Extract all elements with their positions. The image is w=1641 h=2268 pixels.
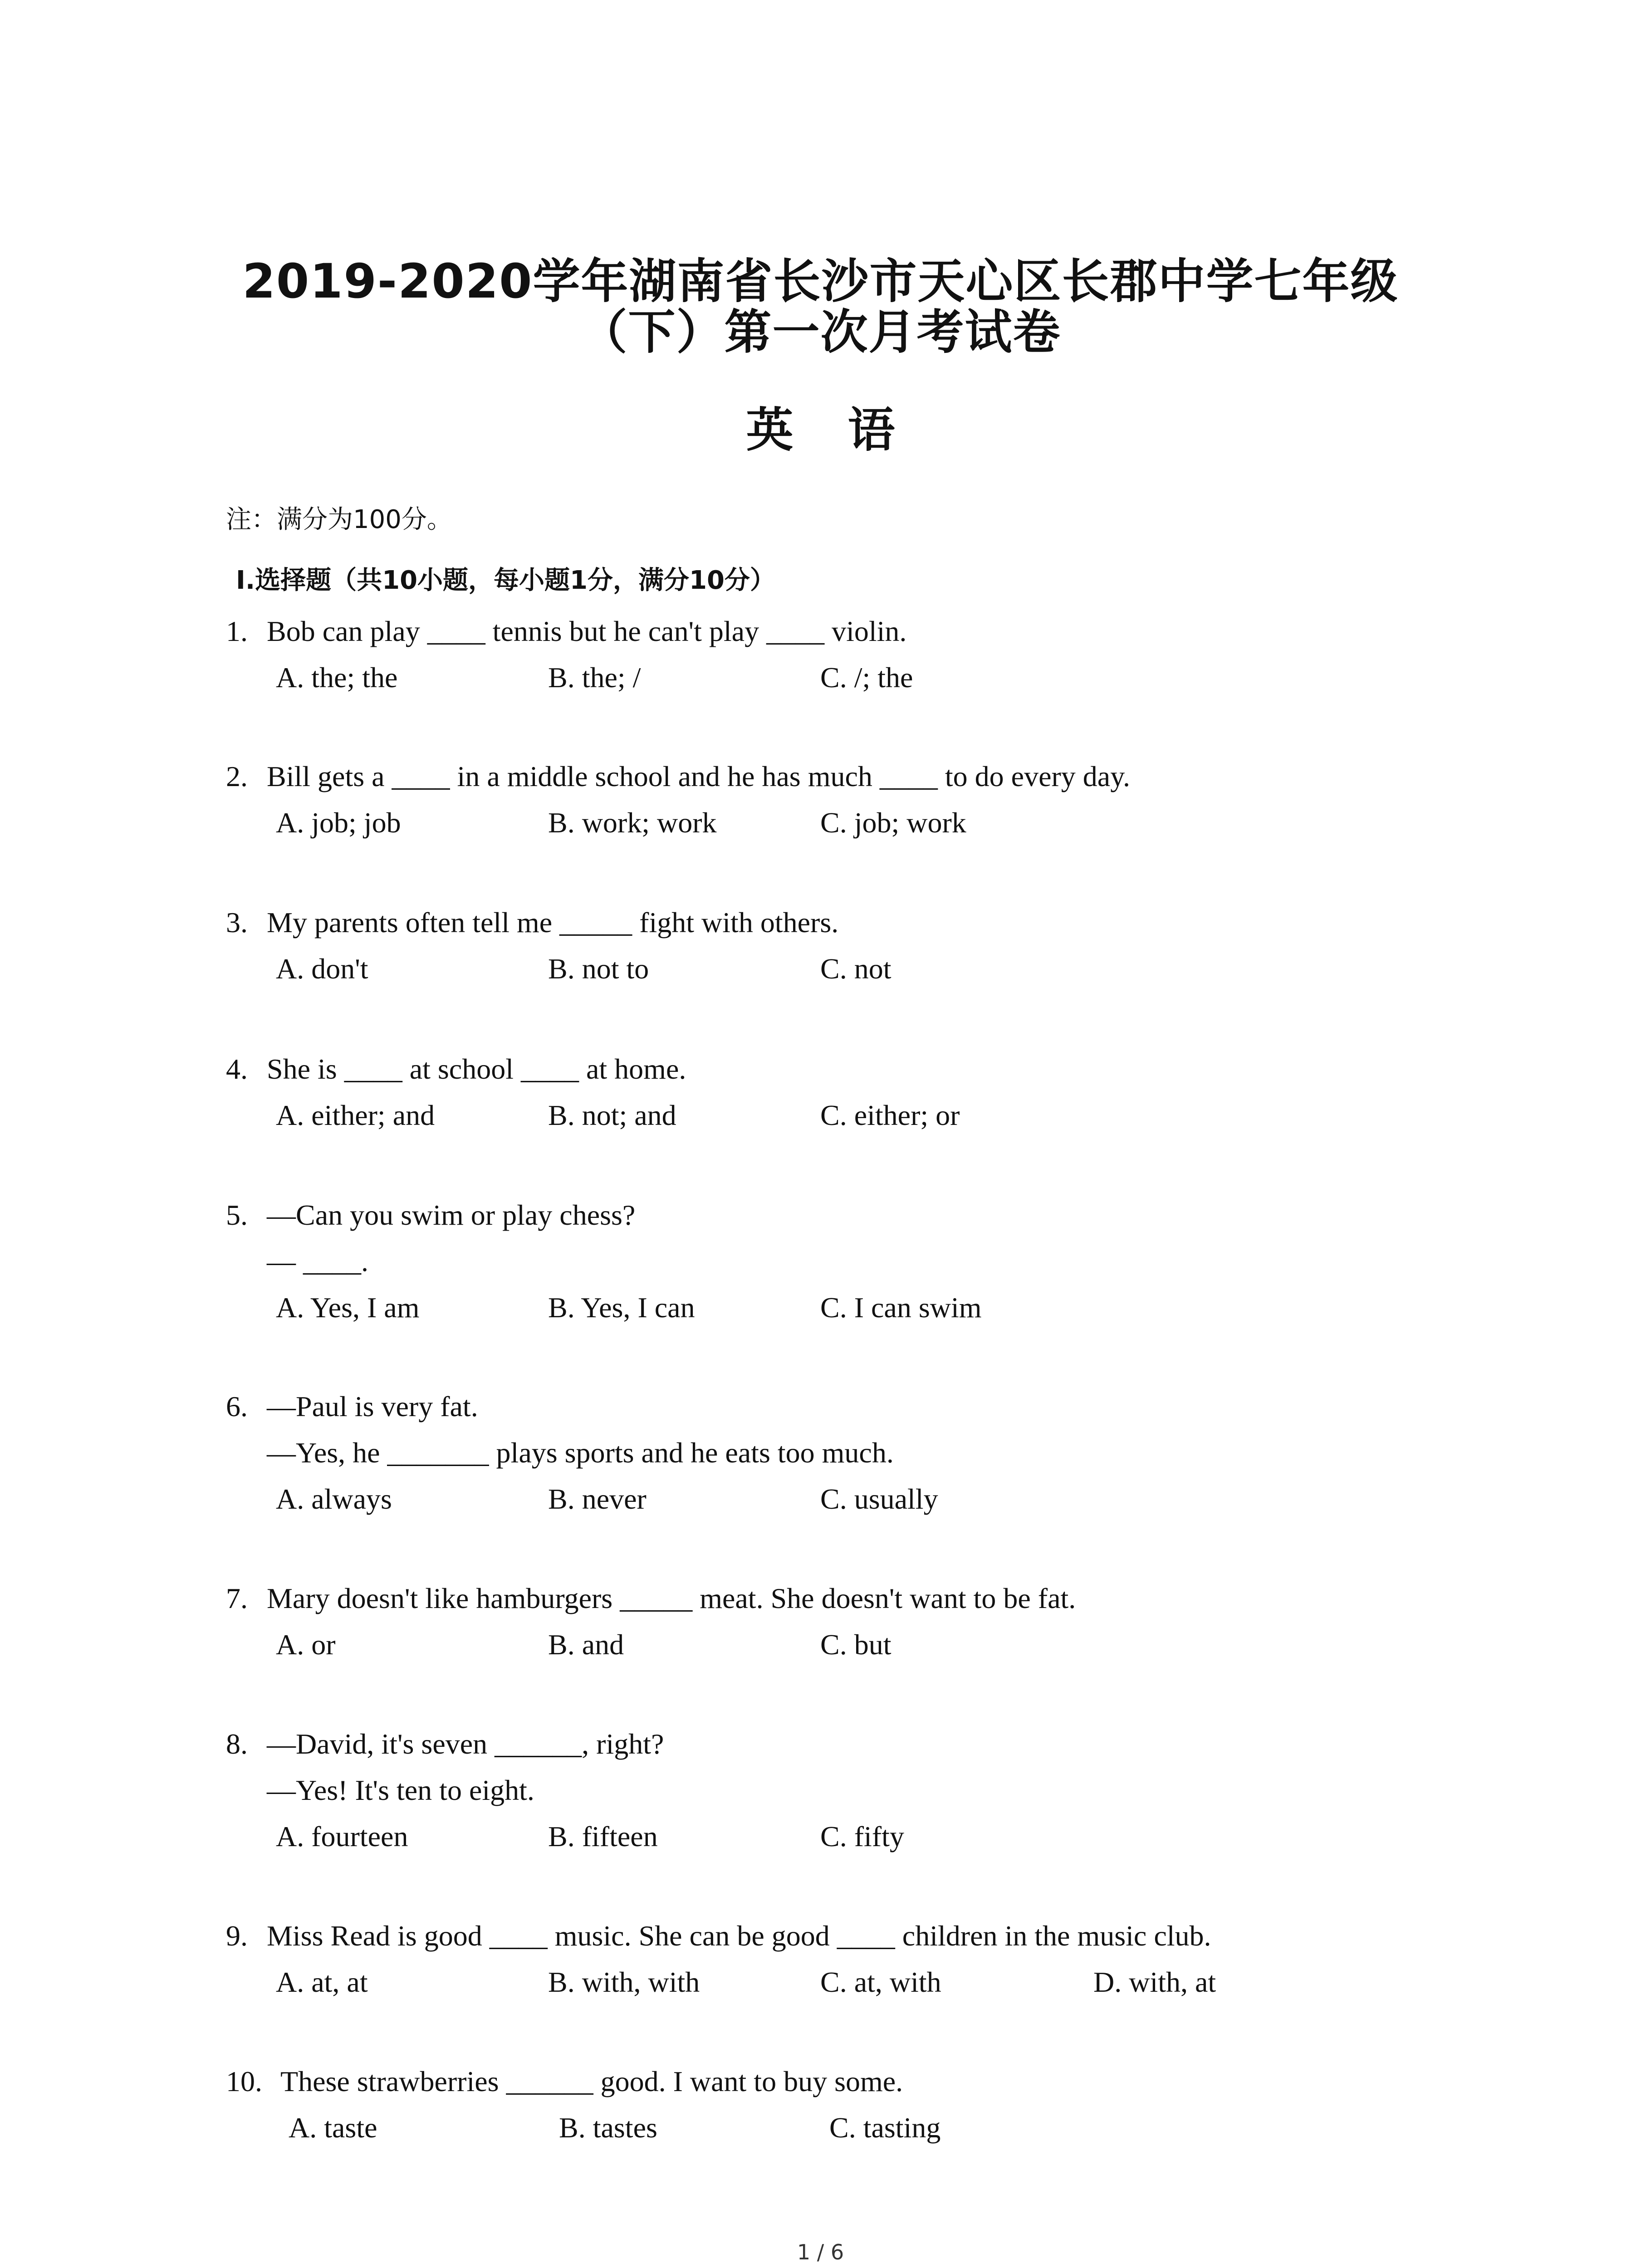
question-number: 2. [226,760,248,792]
subject-heading: 英语 [746,402,950,458]
answer-option-d: D. with, at [1093,1966,1216,1998]
answer-option-c: C. /; the [820,661,913,694]
answer-option-a: A. fourteen [276,1820,408,1853]
answer-option-b: B. never [548,1483,647,1515]
question-text: She is ____ at school ____ at home. [267,1053,686,1085]
question-number: 5. [226,1199,248,1231]
question-text: Miss Read is good ____ music. She can be good ____ children in the music club. [267,1920,1211,1952]
question-text: —Yes! It's ten to eight. [267,1774,534,1806]
question-text: —Paul is very fat. [267,1390,478,1422]
answer-option-a: A. always [276,1483,392,1515]
answer-option-c: C. at, with [820,1966,941,1998]
score-note: 注：满分为100分。 [226,505,452,534]
answer-option-a: A. don't [276,953,368,985]
question-text: Bill gets a ____ in a middle school and he has much ____ to do every day. [267,760,1131,792]
answer-option-b: B. not; and [548,1099,676,1131]
question-text: Mary doesn't like hamburgers _____ meat. She doesn't want to be fat. [267,1582,1076,1614]
question-text: —Can you swim or play chess? [267,1199,636,1231]
question-number: 1. [226,615,248,647]
answer-option-b: B. and [548,1628,624,1661]
question-text: —Yes, he _______ plays sports and he eats too much. [267,1437,894,1469]
question-text: Bob can play ____ tennis but he can't play ____ violin. [267,615,907,647]
answer-option-c: C. job; work [820,807,966,839]
question-text: —David, it's seven ______, right? [267,1728,664,1760]
answer-option-a: A. either; and [276,1099,435,1131]
answer-option-b: B. tastes [559,2112,657,2144]
question-text: These strawberries ______ good. I want to buy some. [280,2065,903,2097]
question-number: 3. [226,906,248,938]
page-number: 1 / 6 [797,2240,844,2264]
answer-option-c: C. not [820,953,892,985]
answer-option-c: C. either; or [820,1099,960,1131]
answer-option-c: C. but [820,1628,892,1661]
exam-title-line-2: （下）第一次月考试卷 [580,304,1061,360]
answer-option-b: B. Yes, I can [548,1291,695,1324]
answer-option-a: A. job; job [276,807,401,839]
answer-option-b: B. work; work [548,807,717,839]
question-text: — ____. [267,1245,368,1277]
exam-title-line-1: 2019-2020学年湖南省长沙市天心区长郡中学七年级 [242,254,1399,309]
question-number: 8. [226,1728,248,1760]
section-title: Ⅰ.选择题（共10小题，每小题1分，满分10分） [236,566,775,595]
question-text: My parents often tell me _____ fight with others. [267,906,839,938]
answer-option-a: A. or [276,1628,336,1661]
question-number: 4. [226,1053,248,1085]
answer-option-a: A. the; the [276,661,398,694]
question-number: 6. [226,1390,248,1422]
question-number: 9. [226,1920,248,1952]
answer-option-b: B. not to [548,953,649,985]
answer-option-a: A. at, at [276,1966,368,1998]
answer-option-b: B. the; / [548,661,641,694]
question-number: 7. [226,1582,248,1614]
answer-option-a: A. Yes, I am [276,1291,420,1324]
answer-option-b: B. fifteen [548,1820,658,1853]
answer-option-b: B. with, with [548,1966,700,1998]
answer-option-c: C. tasting [829,2112,941,2144]
answer-option-c: C. fifty [820,1820,904,1853]
answer-option-c: C. usually [820,1483,938,1515]
answer-option-a: A. taste [289,2112,377,2144]
question-number: 10. [226,2065,262,2097]
answer-option-c: C. I can swim [820,1291,982,1324]
